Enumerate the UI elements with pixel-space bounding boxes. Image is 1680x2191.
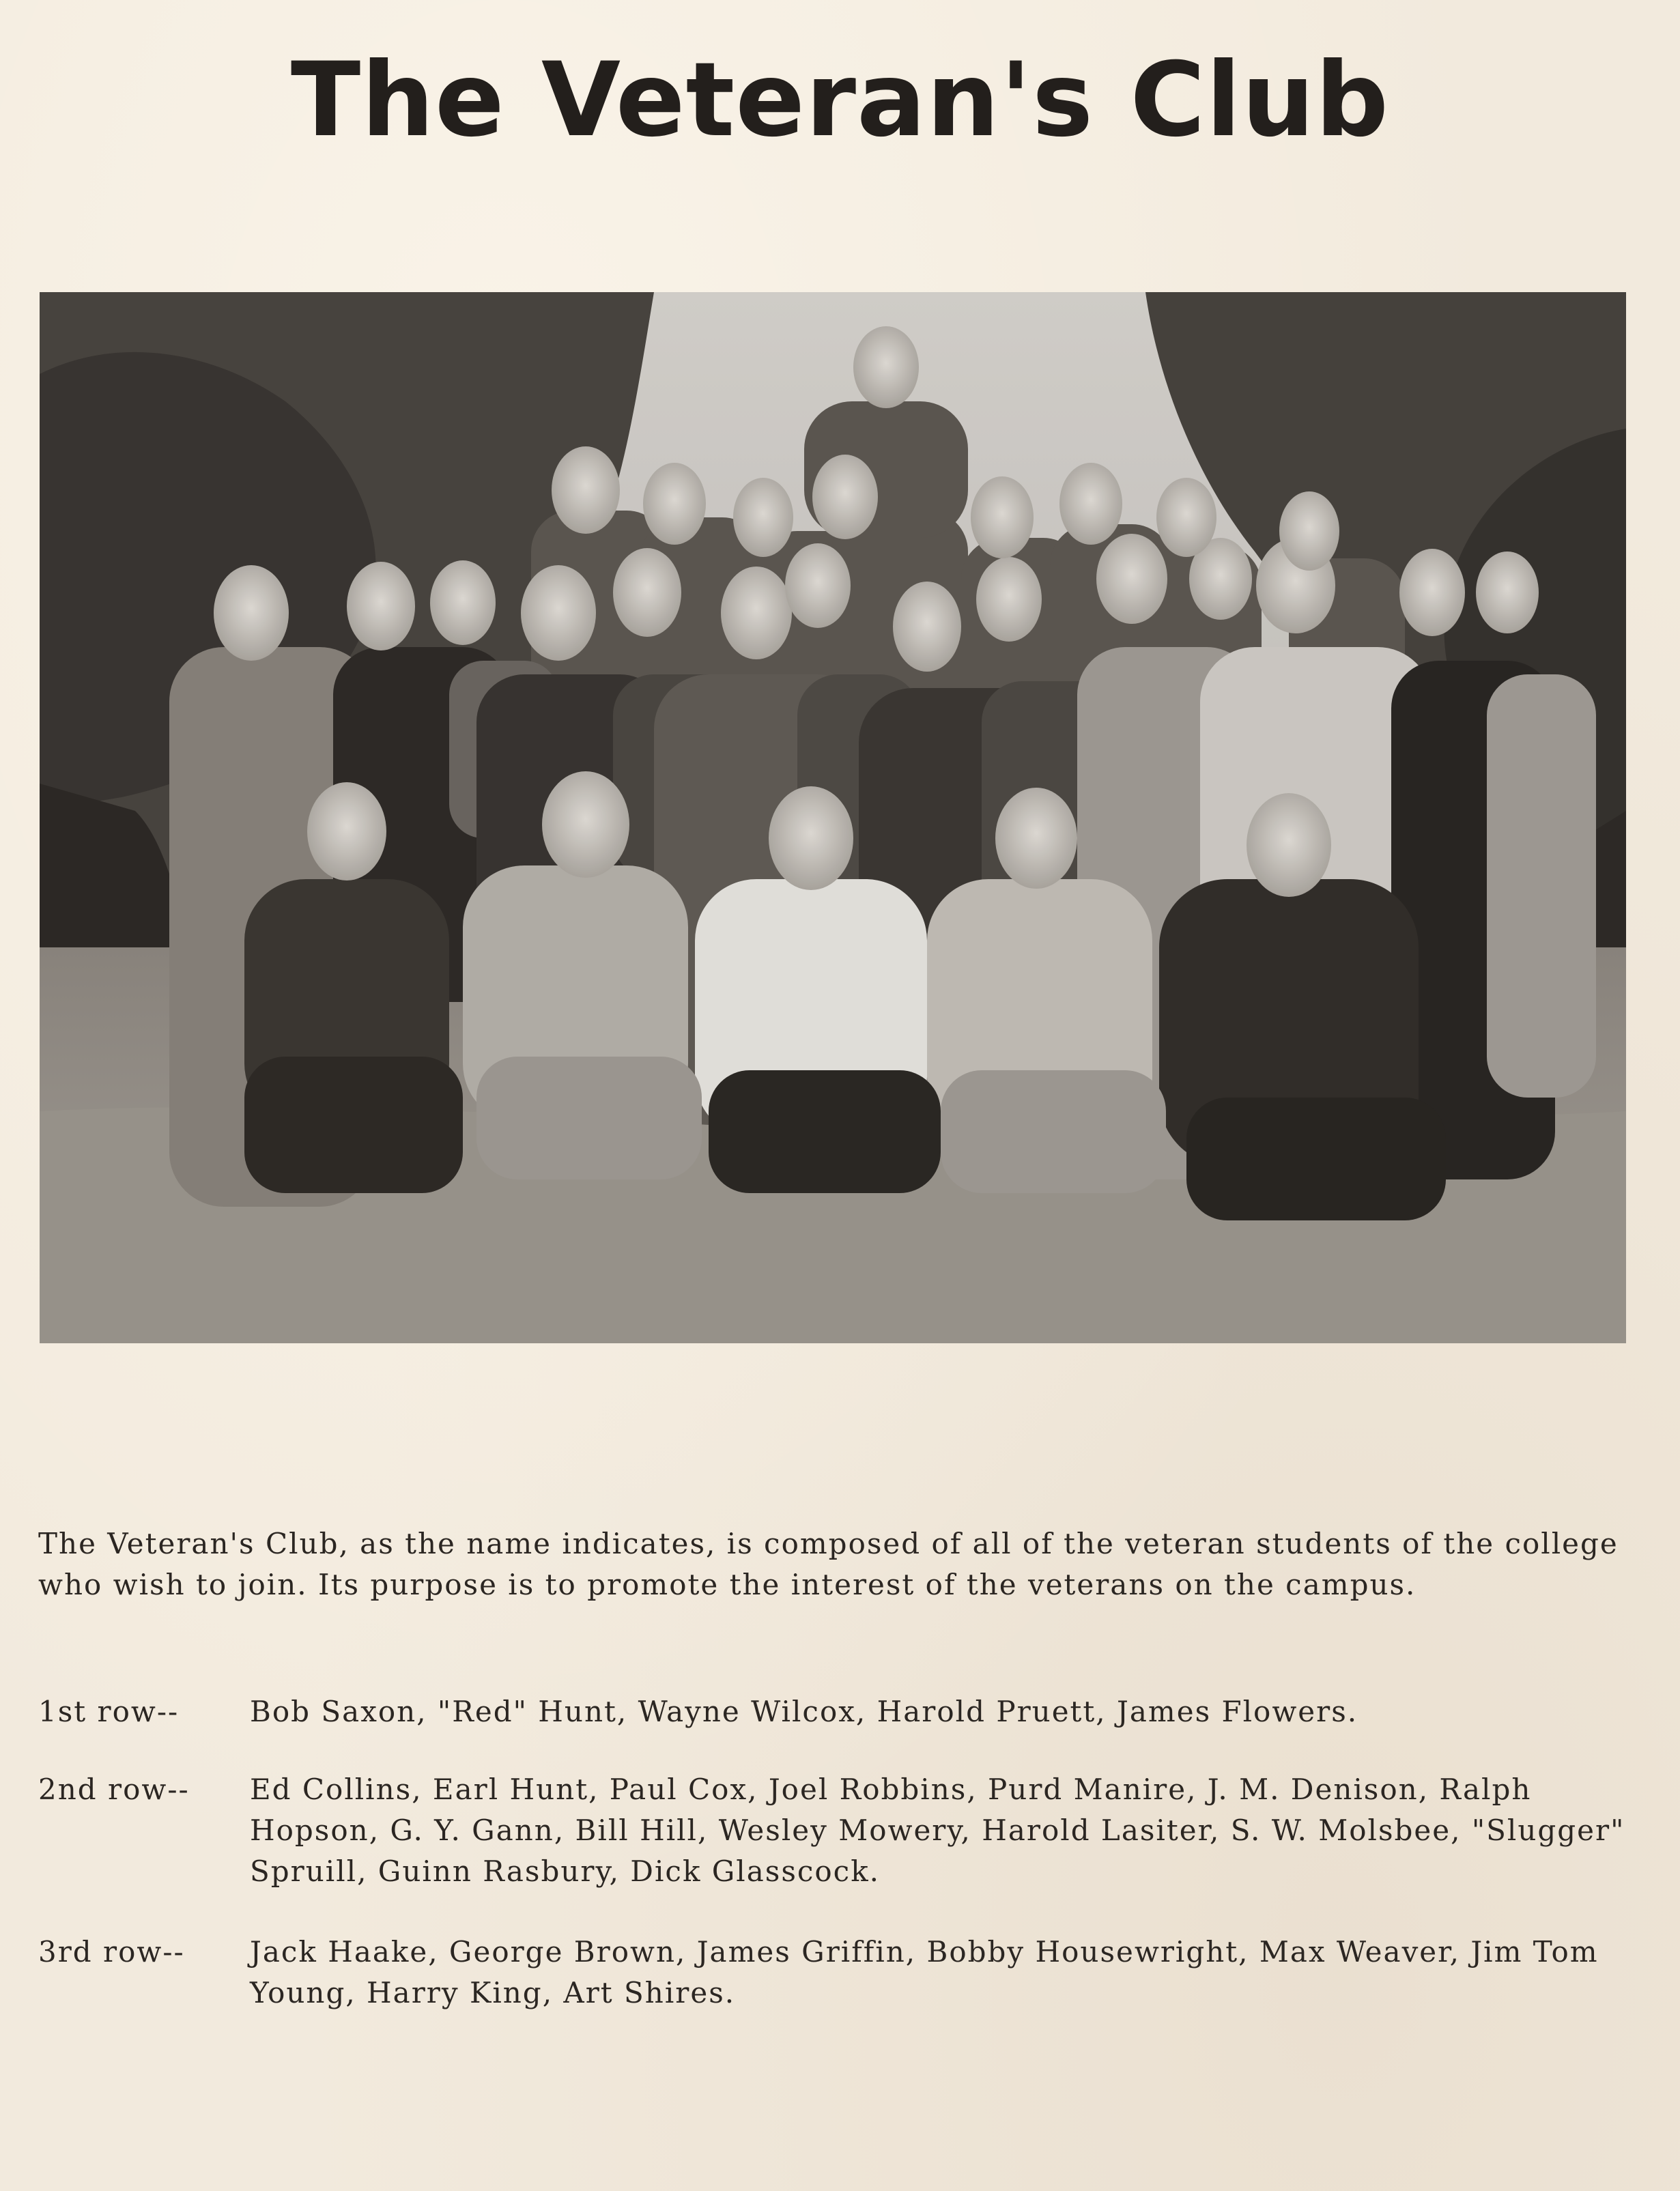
page-title: The Veteran's Club bbox=[290, 41, 1390, 160]
row-label: 3rd row-- bbox=[38, 1935, 185, 1968]
row-names: Bob Saxon, "Red" Hunt, Wayne Wilcox, Harold Pruett, James Flowers. bbox=[250, 1695, 1358, 1728]
group-photo bbox=[40, 292, 1626, 1343]
row-names: Jack Haake, George Brown, James Griffin, Bobby Housewright, Max Weaver, Jim Tom Young, Harry King, Art Shires. bbox=[250, 1935, 1599, 2009]
club-description: The Veteran's Club, as the name indicates, is composed of all of the veteran students of the college who wish to join. Its purpose is to promote the interest of the veterans on the campus. bbox=[38, 1527, 1619, 1601]
row-names: Ed Collins, Earl Hunt, Paul Cox, Joel Robbins, Purd Manire, J. M. Denison, Ralph Hopson, G. Y. Gann, Bill Hill, Wesley Mowery, Harold Lasiter, S. W. Molsbee, "Slugger" Spruill, Guinn Rasbury, Dick Glasscock. bbox=[250, 1773, 1625, 1888]
row-label: 2nd row-- bbox=[38, 1773, 190, 1806]
group-photo-icon bbox=[40, 292, 1626, 1343]
row-label: 1st row-- bbox=[38, 1695, 180, 1728]
